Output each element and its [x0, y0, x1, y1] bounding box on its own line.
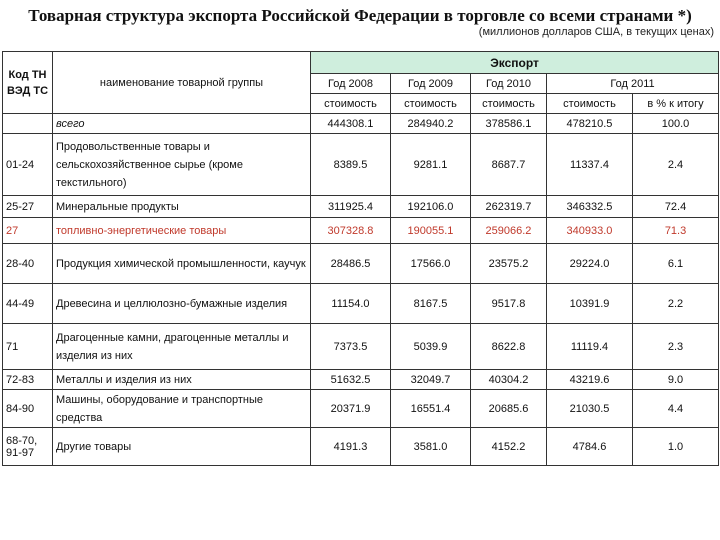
row-value-2009: 32049.7	[391, 370, 471, 390]
row-percent: 1.0	[633, 428, 719, 466]
row-value-2011: 340933.0	[547, 218, 633, 244]
row-value-2011: 11337.4	[547, 134, 633, 196]
row-value-2009: 9281.1	[391, 134, 471, 196]
row-percent: 9.0	[633, 370, 719, 390]
row-value-2011: 29224.0	[547, 244, 633, 284]
row-name: Драгоценные камни, драгоценные металлы и изделия из них	[53, 324, 311, 370]
row-code: 28-40	[3, 244, 53, 284]
header-name: наименование товарной группы	[53, 52, 311, 114]
row-percent: 72.4	[633, 196, 719, 218]
subheader-percent: в % к итогу	[633, 94, 719, 114]
table-row	[3, 114, 719, 134]
row-value-2009: 190055.1	[391, 218, 471, 244]
table-row	[3, 244, 719, 284]
subheader-value: стоимость	[391, 94, 471, 114]
header-year-2011: Год 2011	[547, 74, 719, 94]
row-value-2008: 11154.0	[311, 284, 391, 324]
row-code: 25-27	[3, 196, 53, 218]
row-code	[3, 114, 53, 134]
subheader-value: стоимость	[311, 94, 391, 114]
row-percent: 2.2	[633, 284, 719, 324]
subheader-value: стоимость	[471, 94, 547, 114]
row-value-2010: 23575.2	[471, 244, 547, 284]
row-value-2011: 478210.5	[547, 114, 633, 134]
row-value-2010: 20685.6	[471, 390, 547, 428]
table-row	[3, 390, 719, 428]
row-value-2010: 8687.7	[471, 134, 547, 196]
row-percent: 2.4	[633, 134, 719, 196]
row-value-2011: 346332.5	[547, 196, 633, 218]
header-year-2009: Год 2009	[391, 74, 471, 94]
row-value-2010: 9517.8	[471, 284, 547, 324]
row-value-2009: 3581.0	[391, 428, 471, 466]
row-value-2009: 8167.5	[391, 284, 471, 324]
row-percent: 6.1	[633, 244, 719, 284]
row-value-2009: 284940.2	[391, 114, 471, 134]
table-row	[3, 428, 719, 466]
row-name: Продукция химической промышленности, каучук	[53, 244, 311, 284]
row-value-2010: 259066.2	[471, 218, 547, 244]
row-value-2008: 311925.4	[311, 196, 391, 218]
table-row	[3, 324, 719, 370]
row-value-2011: 4784.6	[547, 428, 633, 466]
row-value-2010: 40304.2	[471, 370, 547, 390]
units-subtitle: (миллионов долларов США, в текущих ценах)	[478, 26, 714, 38]
row-name: Металлы и изделия из них	[53, 370, 311, 390]
row-value-2010: 4152.2	[471, 428, 547, 466]
row-value-2011: 10391.9	[547, 284, 633, 324]
row-percent: 4.4	[633, 390, 719, 428]
row-value-2008: 20371.9	[311, 390, 391, 428]
header-year-2010: Год 2010	[471, 74, 547, 94]
header-year-2008: Год 2008	[311, 74, 391, 94]
row-value-2010: 378586.1	[471, 114, 547, 134]
page-title: Товарная структура экспорта Российской Федерации в торговле со всеми странами *)	[28, 6, 692, 25]
row-value-2008: 7373.5	[311, 324, 391, 370]
row-value-2009: 5039.9	[391, 324, 471, 370]
row-value-2008: 444308.1	[311, 114, 391, 134]
row-value-2010: 262319.7	[471, 196, 547, 218]
row-name: Машины, оборудование и транспортные средства	[53, 390, 311, 428]
subheader-value: стоимость	[547, 94, 633, 114]
row-code: 44-49	[3, 284, 53, 324]
table-row	[3, 196, 719, 218]
row-name: Древесина и целлюлозно-бумажные изделия	[53, 284, 311, 324]
row-value-2008: 8389.5	[311, 134, 391, 196]
row-name: Минеральные продукты	[53, 196, 311, 218]
row-percent: 2.3	[633, 324, 719, 370]
row-name: Другие товары	[53, 428, 311, 466]
row-value-2010: 8622.8	[471, 324, 547, 370]
header-export: Экспорт	[311, 52, 719, 74]
row-name: Продовольственные товары и сельскохозяйственное сырье (кроме текстильного)	[53, 134, 311, 196]
header-code: Код ТН ВЭД ТС	[3, 52, 53, 114]
row-name: топливно-энергетические товары	[53, 218, 311, 244]
row-value-2008: 51632.5	[311, 370, 391, 390]
row-code: 71	[3, 324, 53, 370]
row-code: 01-24	[3, 134, 53, 196]
export-structure-table	[2, 51, 719, 466]
row-value-2011: 11119.4	[547, 324, 633, 370]
row-code: 27	[3, 218, 53, 244]
row-code: 72-83	[3, 370, 53, 390]
row-value-2011: 43219.6	[547, 370, 633, 390]
table-row	[3, 370, 719, 390]
row-value-2009: 192106.0	[391, 196, 471, 218]
table-row-highlighted	[3, 218, 719, 244]
row-percent: 100.0	[633, 114, 719, 134]
row-value-2008: 307328.8	[311, 218, 391, 244]
table-row	[3, 134, 719, 196]
row-value-2009: 17566.0	[391, 244, 471, 284]
row-code: 68-70, 91-97	[3, 428, 53, 466]
row-name: всего	[53, 114, 311, 134]
row-value-2008: 4191.3	[311, 428, 391, 466]
row-code: 84-90	[3, 390, 53, 428]
row-value-2011: 21030.5	[547, 390, 633, 428]
table-row	[3, 284, 719, 324]
row-value-2008: 28486.5	[311, 244, 391, 284]
row-value-2009: 16551.4	[391, 390, 471, 428]
row-percent: 71.3	[633, 218, 719, 244]
